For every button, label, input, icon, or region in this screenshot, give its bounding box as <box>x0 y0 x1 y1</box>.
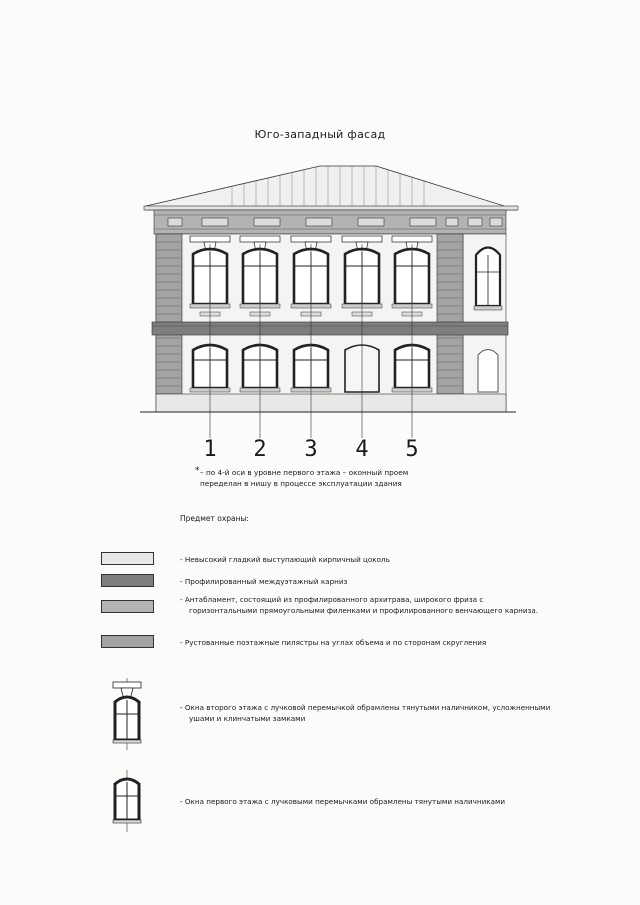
frieze-panel <box>410 218 436 226</box>
frieze-panel <box>202 218 228 226</box>
window-keystone-cap <box>392 236 432 242</box>
roof-eave <box>144 206 518 210</box>
legend-icon-lower-window <box>110 770 144 832</box>
window-keystone-cap <box>240 236 280 242</box>
axis-number-3: 3 <box>304 437 318 462</box>
footnote-line-2: переделан в нишу в процессе эксплуатации здания <box>200 479 402 488</box>
legend-icon-upper-window <box>110 678 144 750</box>
frieze-panel <box>168 218 182 226</box>
frieze-panel <box>446 218 458 226</box>
window-keystone-cap <box>190 236 230 242</box>
frieze-panel <box>306 218 332 226</box>
axis-number-1: 1 <box>203 437 217 462</box>
legend-swatch-cornice <box>101 574 154 587</box>
facade-drawing <box>140 160 520 440</box>
roof-gable <box>146 166 517 210</box>
axis-number-4: 4 <box>355 437 369 462</box>
legend-text-entablature-line-2: горизонтальными прямоугольными филенками и профилированного венчающего карниза. <box>189 606 539 615</box>
frieze-panel <box>254 218 280 226</box>
legend-text-upper-windows <box>180 702 550 724</box>
interfloor-cornice <box>152 322 508 335</box>
axis-number-5: 5 <box>405 437 419 462</box>
legend-text-pilasters: - Рустованные поэтажные пилястры на углах объема и по сторонам скругления <box>180 638 487 647</box>
footnote-line-1: – по 4-й оси в уровне первого этажа – оконный проем <box>200 468 409 477</box>
side-wing-window-upper <box>474 248 502 311</box>
legend-text-entablature <box>180 594 538 616</box>
side-wing-door <box>478 350 498 393</box>
legend-text-plinth: - Невысокий гладкий выступающий кирпичный цоколь <box>180 555 390 564</box>
page-title: Юго-западный фасад <box>254 128 386 141</box>
legend-text-lower-windows: - Окна первого этажа с лучковыми перемычками обрамлены тянутыми наличниками <box>180 797 506 806</box>
frieze-panel <box>490 218 502 226</box>
footnote-marker: * <box>195 466 200 476</box>
legend-swatch-pilasters <box>101 635 154 648</box>
window-keystone-cap <box>291 236 331 242</box>
legend-text-cornice: - Профилированный междуэтажный карниз <box>180 577 348 586</box>
legend-swatch-entablature <box>101 600 154 613</box>
legend-text-upper-windows-line-2: ушами и клинчатыми замками <box>189 714 306 723</box>
window-keystone-cap <box>342 236 382 242</box>
footnote <box>195 466 500 489</box>
frieze-panel <box>358 218 384 226</box>
legend-text-upper-windows-line-1: - Окна второго этажа с лучковой перемычкой обрамлены тянутыми наличником, усложненными <box>180 703 551 712</box>
protection-title: Предмет охраны: <box>180 514 249 523</box>
frieze-panel <box>468 218 482 226</box>
axis-number-2: 2 <box>253 437 267 462</box>
plinth <box>156 394 506 412</box>
legend-text-entablature-line-1: - Антабламент, состоящий из профилированного архитрава, широкого фриза с <box>180 595 484 604</box>
legend-swatch-plinth <box>101 552 154 565</box>
